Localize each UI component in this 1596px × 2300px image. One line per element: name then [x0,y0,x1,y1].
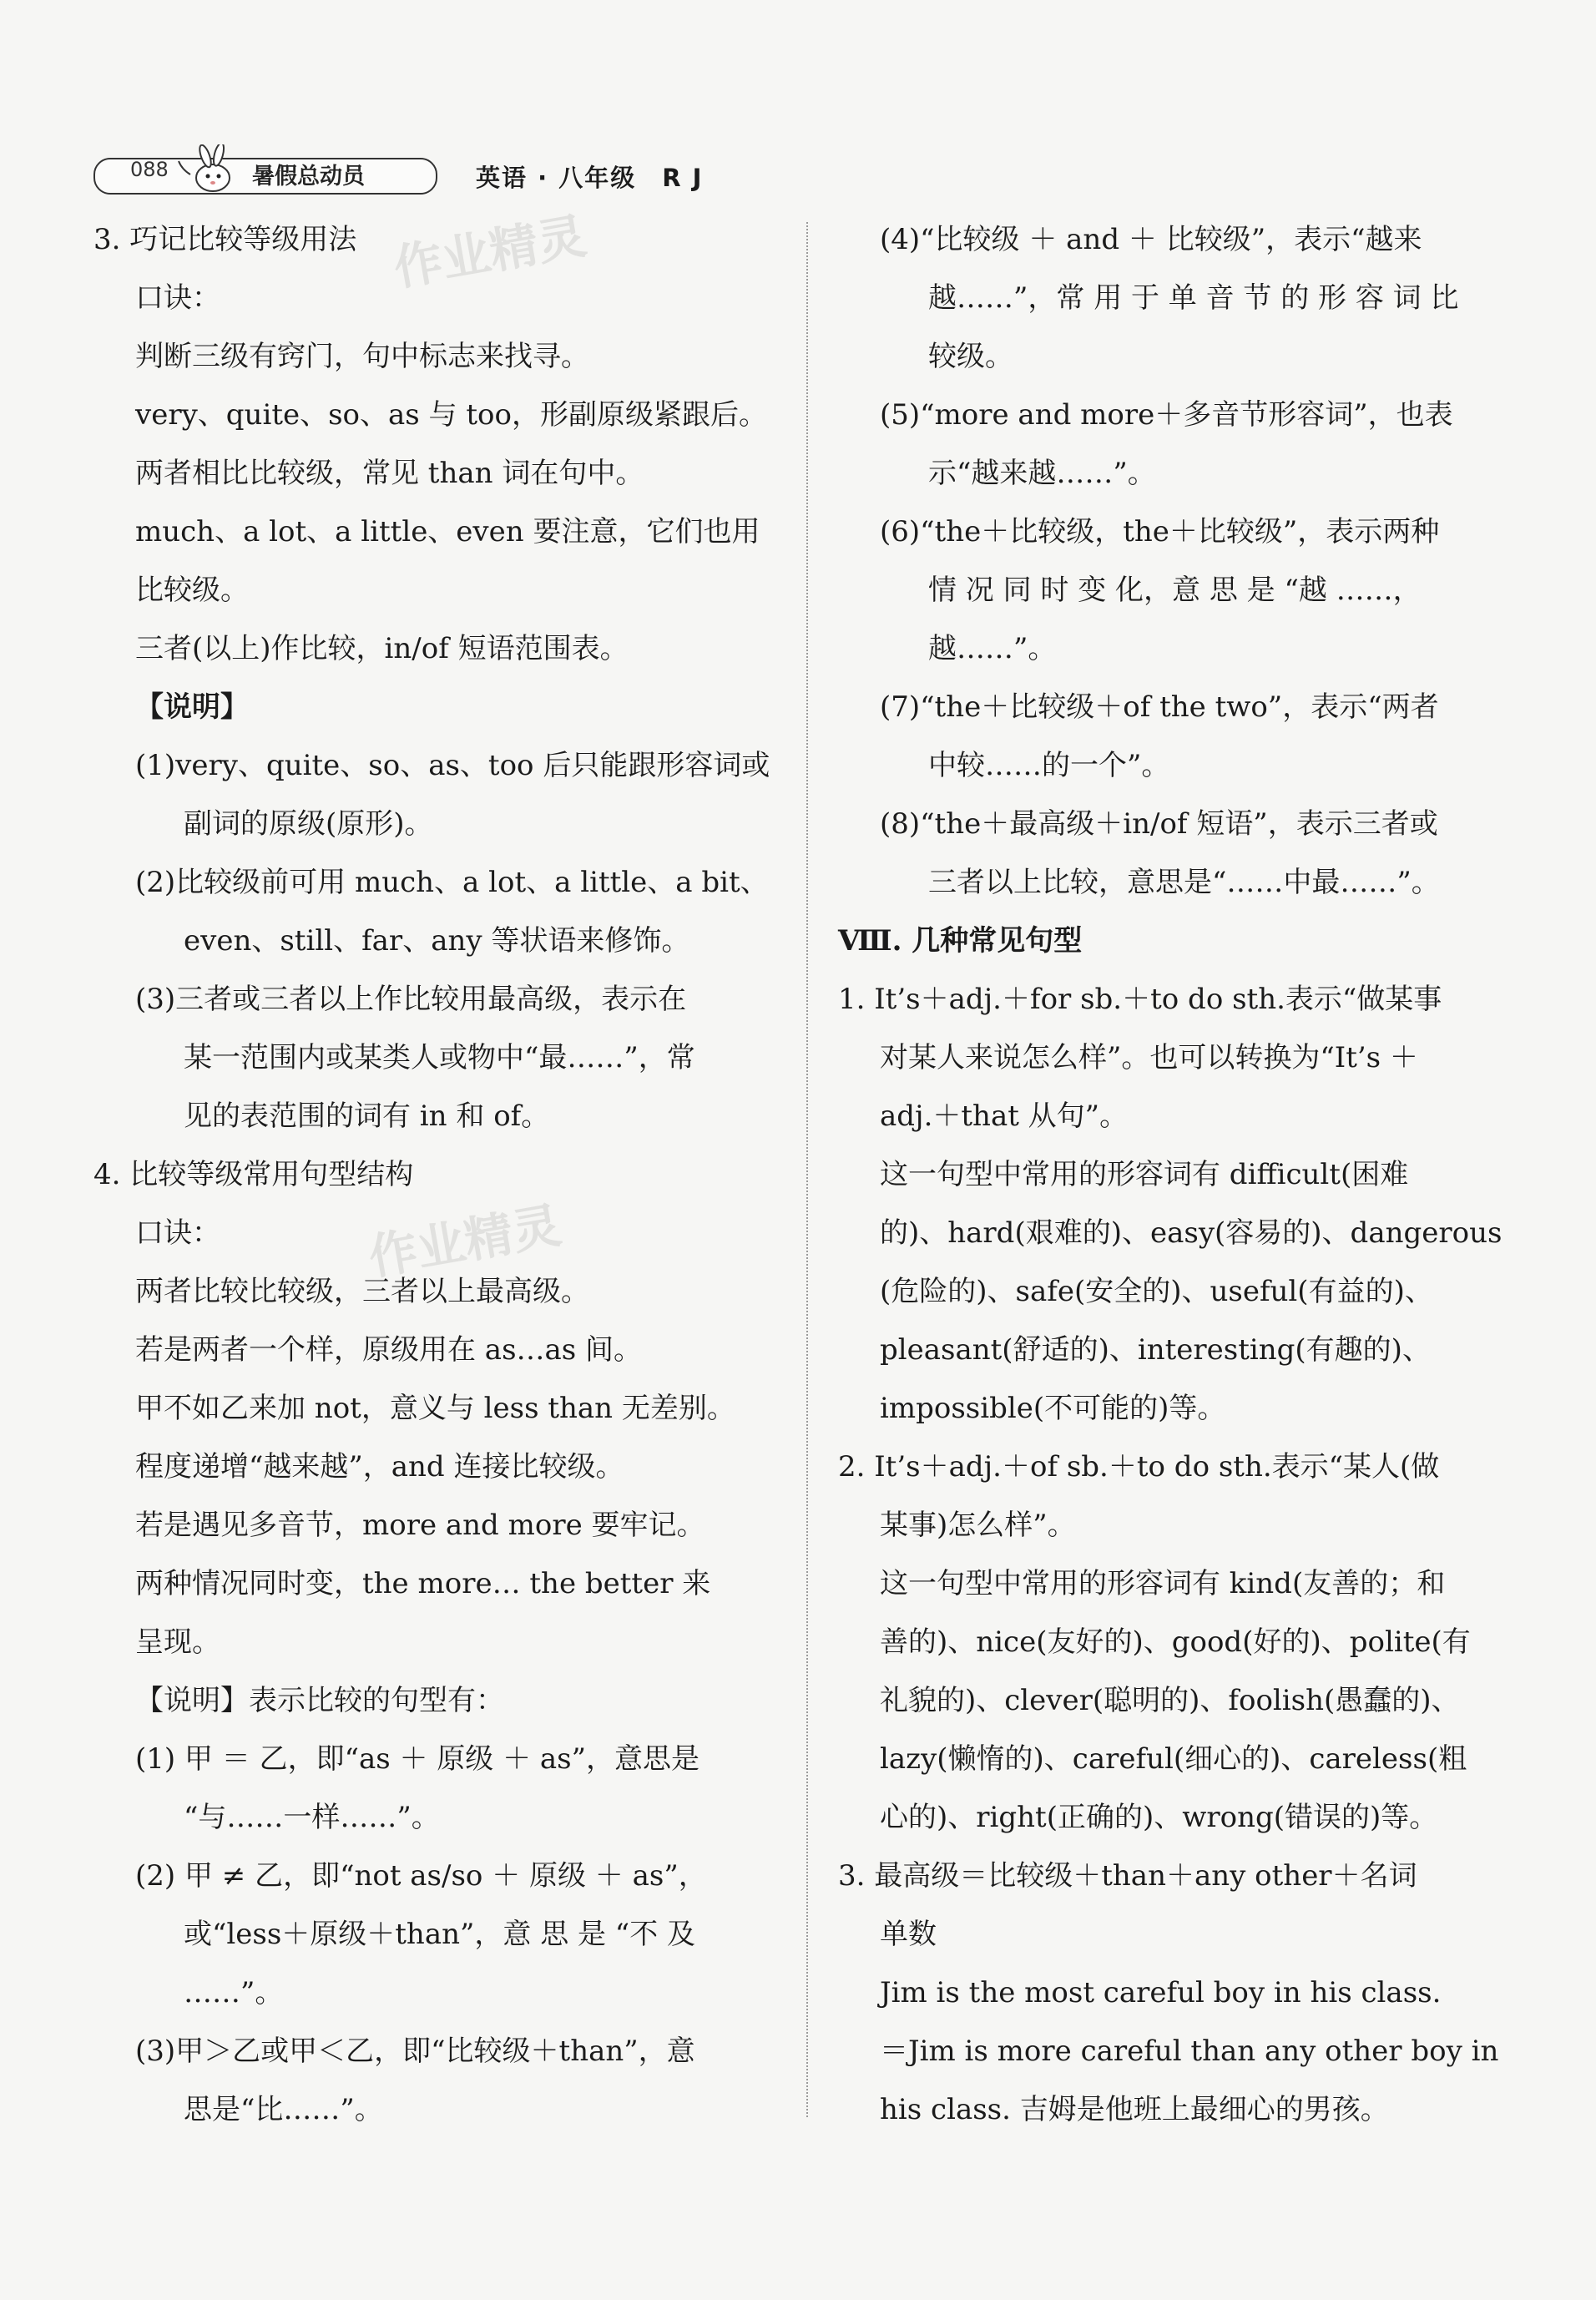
text-line: 【说明】表示比较的句型有： [135,1684,504,1717]
text-line: 甲不如乙来加 not，意义与 less than 无差别。 [135,1392,735,1425]
text-line: 副词的原级(原形)。 [184,807,433,841]
text-line: 某事)怎么样”。 [880,1509,1076,1542]
left-column [93,210,778,2139]
text-line: 口诀： [135,1216,220,1250]
watermark: 作业精灵 [389,207,591,297]
page-number: 088 [130,158,169,181]
text-line: 比较级。 [135,574,249,607]
text-line: adj.＋that 从句”。 [880,1099,1129,1133]
text-line: 的)、hard(艰难的)、easy(容易的)、dangerous [880,1216,1503,1250]
text-line: 1. It’s＋adj.＋for sb.＋to do sth.表示“做某事 [838,983,1442,1016]
text-line: 判断三级有窍门，句中标志来找寻。 [135,340,589,373]
text-line: 或“less＋原级＋than”，意 思 是 “不 及 [184,1918,695,1951]
text-line: (2)比较级前可用 much、a lot、a little、a bit、 [135,866,769,899]
text-line: 中较……的一个”。 [928,749,1170,782]
text-line: 3. 最高级＝比较级＋than＋any other＋名词 [838,1859,1417,1893]
text-line: ……”。 [184,1976,284,2009]
text-line: 较级。 [928,340,1013,373]
text-line: (2) 甲 ≠ 乙，即“not as/so ＋ 原级 ＋ as”， [135,1859,707,1893]
text-line: 程度递增“越来越”，and 连接比较级。 [135,1450,624,1484]
text-line: ＝Jim is more careful than any other boy in [880,2035,1499,2068]
text-line: 示“越来越……”。 [928,457,1156,490]
text-line: Ⅷ. 几种常见句型 [838,924,1083,958]
text-line: (8)“the＋最高级＋in/of 短语”，表示三者或 [880,807,1438,841]
text-line: 越……”，常 用 于 单 音 节 的 形 容 词 比 [928,281,1459,315]
text-line: 两种情况同时变，the more… the better 来 [135,1567,711,1600]
text-line: (7)“the＋比较级＋of the two”，表示“两者 [880,690,1439,724]
text-line: much、a lot、a little、even 要注意，它们也用 [135,515,760,548]
text-line: 3. 巧记比较等级用法 [93,223,357,256]
subject-grade-title: 英语 · 八年级 R J [476,164,704,192]
text-line: (3)三者或三者以上作比较用最高级，表示在 [135,983,687,1016]
text-line: pleasant(舒适的)、interesting(有趣的)、 [880,1333,1431,1367]
text-line: (6)“the＋比较级，the＋比较级”，表示两种 [880,515,1440,548]
text-line: very、quite、so、as 与 too，形副原级紧跟后。 [135,398,767,432]
text-line: 三者以上比较，意思是“……中最……”。 [928,866,1440,899]
text-line: 若是遇见多音节，more and more 要牢记。 [135,1509,705,1542]
text-line: 善的)、nice(友好的)、good(好的)、polite(有 [880,1625,1471,1659]
text-line: (5)“more and more＋多音节形容词”，也表 [880,398,1453,432]
text-line: “与……一样……”。 [184,1801,440,1834]
text-line: 两者比较比较级，三者以上最高级。 [135,1275,589,1308]
text-line: lazy(懒惰的)、careful(细心的)、careless(粗 [880,1742,1467,1776]
text-line: (4)“比较级 ＋ and ＋ 比较级”，表示“越来 [880,223,1422,256]
text-line: 越……”。 [928,632,1057,665]
text-line: 心的)、right(正确的)、wrong(错误的)等。 [880,1801,1438,1834]
text-line: 口诀： [135,281,220,315]
text-line: 这一句型中常用的形容词有 difficult(困难 [880,1158,1409,1191]
text-line: 对某人来说怎么样”。也可以转换为“It’s ＋ [880,1041,1418,1074]
column-divider [806,222,808,2117]
text-line: 4. 比较等级常用句型结构 [93,1158,414,1191]
text-line: (1)very、quite、so、as、too 后只能跟形容词或 [135,749,770,782]
text-line: impossible(不可能的)等。 [880,1392,1226,1425]
watermark: 作业精灵 [364,1196,566,1286]
text-line: Jim is the most careful boy in his class. [880,1976,1442,2009]
text-line: 两者相比比较级，常见 than 词在句中。 [135,457,644,490]
page-header [93,153,928,195]
text-line: his class. 吉姆是他班上最细心的男孩。 [880,2093,1389,2126]
text-line: (3)甲＞乙或甲＜乙，即“比较级＋than”，意 [135,2035,695,2068]
text-line: 情 况 同 时 变 化，意 思 是 “越 ……， [928,574,1422,607]
right-column [838,210,1523,2139]
text-line: 若是两者一个样，原级用在 as…as 间。 [135,1333,643,1367]
text-line: 单数 [880,1918,937,1951]
text-line: 见的表范围的词有 in 和 of。 [184,1099,550,1133]
text-line: 2. It’s＋adj.＋of sb.＋to do sth.表示“某人(做 [838,1450,1440,1484]
text-line: 【说明】 [135,690,249,724]
text-line: 某一范围内或某类人或物中“最……”，常 [184,1041,695,1074]
text-line: 礼貌的)、clever(聪明的)、foolish(愚蠢的)、 [880,1684,1460,1717]
text-line: (危险的)、safe(安全的)、useful(有益的)、 [880,1275,1433,1308]
rabbit-mascot-icon [175,144,250,198]
text-line: 这一句型中常用的形容词有 kind(友善的；和 [880,1567,1446,1600]
text-line: 呈现。 [135,1625,220,1659]
text-line: even、still、far、any 等状语来修饰。 [184,924,690,958]
text-line: (1) 甲 ＝ 乙，即“as ＋ 原级 ＋ as”，意思是 [135,1742,700,1776]
series-title: 暑假总动员 [252,164,365,190]
text-line: 三者(以上)作比较，in/of 短语范围表。 [135,632,629,665]
text-line: 思是“比……”。 [184,2093,383,2126]
